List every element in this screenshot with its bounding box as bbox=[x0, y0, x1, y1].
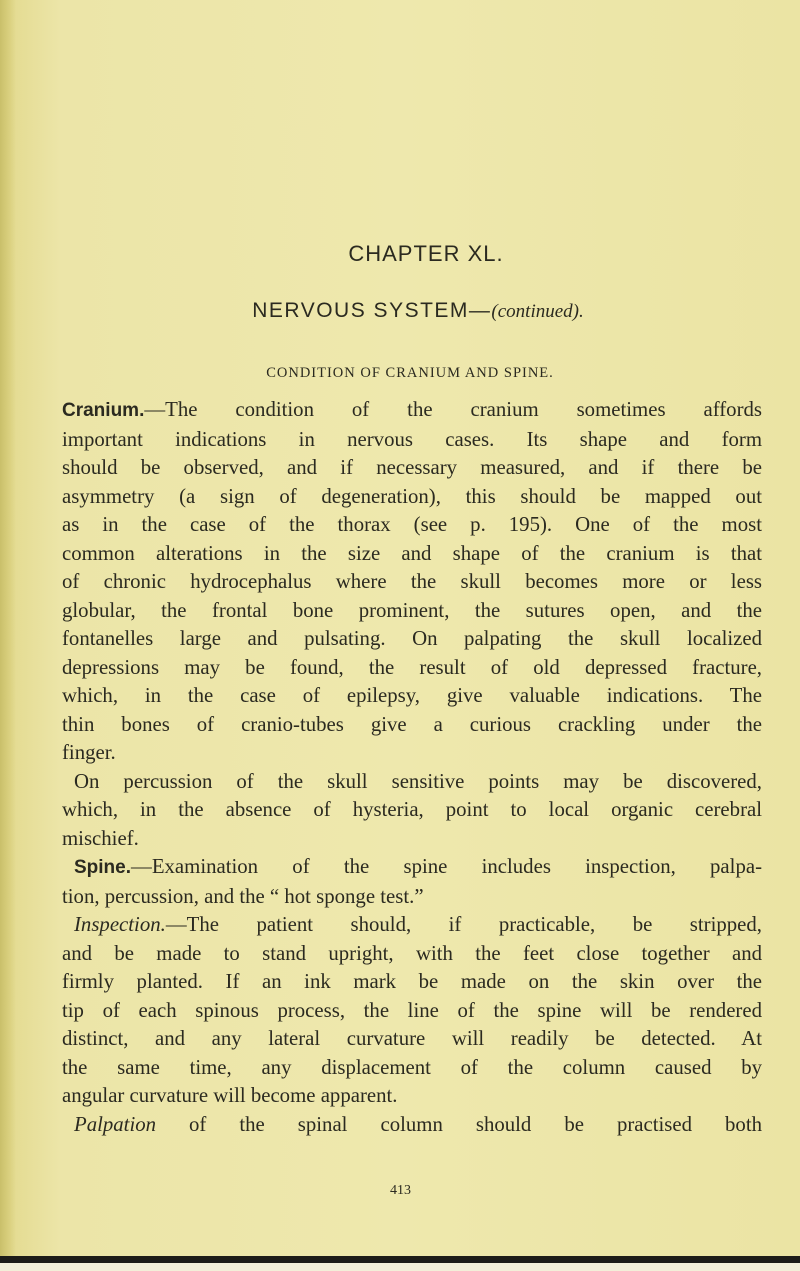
text-line: tip of each spinous process, the line of the spine will be rendered bbox=[62, 998, 762, 1022]
text-line: mischief. bbox=[62, 826, 139, 850]
page-number: 413 bbox=[390, 1183, 411, 1198]
text-line: tion, percussion, and the “ hot sponge test.” bbox=[62, 884, 424, 908]
text-line: firmly planted. If an ink mark be made on the skin over the bbox=[62, 970, 762, 993]
bottom-edge-strip bbox=[0, 1263, 800, 1271]
chapter-heading: CHAPTER XL. bbox=[348, 241, 504, 266]
text-line: the same time, any displacement of the column caused by bbox=[62, 1055, 762, 1079]
section-title bbox=[18, 299, 800, 323]
text-line: and be made to stand upright, with the feet close together and bbox=[62, 941, 762, 965]
bottom-edge-rule bbox=[0, 1256, 800, 1263]
paragraph-palpation bbox=[62, 1111, 762, 1140]
paragraph-spine bbox=[62, 853, 762, 911]
run-in-heading-cranium: Cranium. bbox=[62, 400, 145, 421]
run-in-heading-inspection: Inspection. bbox=[74, 913, 166, 936]
section-subtitle: CONDITION OF CRANIUM AND SPINE. bbox=[266, 365, 554, 381]
section-title-dash: — bbox=[468, 299, 492, 322]
text-line: depressions may be found, the result of old depressed fracture, bbox=[62, 655, 762, 679]
text-line: of chronic hydrocephalus where the skull becomes more or less bbox=[62, 570, 762, 593]
text-line: thin bones of cranio-tubes give a curious crackling under the bbox=[62, 712, 762, 736]
text-line: fontanelles large and pulsating. On palpating the skull localized bbox=[62, 627, 762, 650]
page-binding-shadow bbox=[0, 0, 16, 1271]
paragraph-percussion bbox=[62, 768, 762, 854]
text-line: common alterations in the size and shape of the cranium is that bbox=[62, 541, 762, 565]
text-line: Spine.—Examination of the spine includes inspection, palpa- bbox=[74, 855, 762, 878]
text-line: asymmetry (a sign of degeneration), this should be mapped out bbox=[62, 484, 762, 508]
run-in-heading-palpation: Palpation bbox=[74, 1112, 157, 1136]
text-line: Palpation of the spinal column should be practised both bbox=[74, 1112, 762, 1136]
paragraph-inspection bbox=[62, 911, 762, 1111]
text-line: globular, the frontal bone prominent, the sutures open, and the bbox=[62, 598, 762, 622]
text-line: Cranium.—The condition of the cranium sometimes affords bbox=[62, 398, 762, 421]
text-line: which, in the absence of hysteria, point to local organic cerebral bbox=[62, 798, 762, 821]
text-line: Inspection.—The patient should, if practicable, be stripped, bbox=[74, 913, 762, 936]
text-line: angular curvature will become apparent. bbox=[62, 1084, 398, 1107]
run-in-heading-spine: Spine. bbox=[74, 857, 132, 878]
text-line: On percussion of the skull sensitive points may be discovered, bbox=[74, 769, 762, 793]
section-title-main: NERVOUS SYSTEM bbox=[252, 299, 469, 322]
text-line: should be observed, and if necessary measured, and if there be bbox=[62, 456, 762, 479]
section-title-continued: (continued). bbox=[491, 301, 584, 322]
text-line: distinct, and any lateral curvature will readily be detected. At bbox=[62, 1027, 762, 1050]
paragraph-cranium bbox=[62, 396, 762, 768]
text-line: as in the case of the thorax (see p. 195). One of the most bbox=[62, 513, 762, 536]
text-line: finger. bbox=[62, 741, 116, 764]
body-text bbox=[62, 396, 762, 1139]
text-line: important indications in nervous cases. Its shape and form bbox=[62, 427, 762, 451]
text-line: which, in the case of epilepsy, give valuable indications. The bbox=[62, 684, 762, 707]
